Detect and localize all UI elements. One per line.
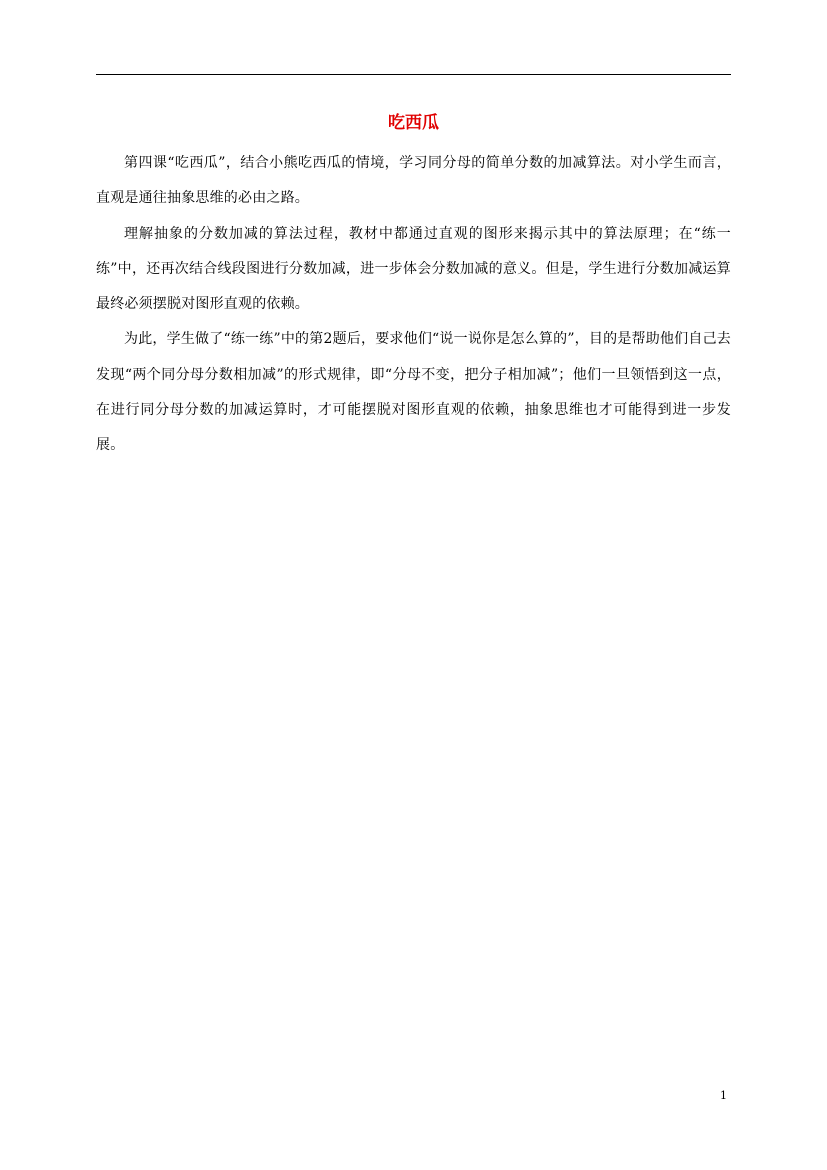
header-rule: [96, 74, 731, 75]
paragraph: 为此，学生做了“练一练”中的第2题后，要求他们“说一说你是怎么算的”，目的是帮助他们自己去发现“两个同分母分数相加减”的形式规律，即“分母不变，把分子相加减”；他们一旦领悟到这一点，在进行同分母分数的加减运算时，才可能摆脱对图形直观的依赖，抽象思维也才可能得到进一步发展。: [96, 331, 731, 454]
page-number: 1: [720, 1089, 727, 1102]
document-title: 吃西瓜: [388, 113, 439, 133]
document-body: [96, 146, 731, 464]
paragraph: 理解抽象的分数加减的算法过程，教材中都通过直观的图形来揭示其中的算法原理；在“练一练”中，还再次结合线段图进行分数加减，进一步体会分数加减的意义。但是，学生进行分数加减运算最终必须摆脱对图形直观的依赖。: [96, 225, 731, 313]
paragraph: 第四课“吃西瓜”，结合小熊吃西瓜的情境，学习同分母的简单分数的加减算法。对小学生而言，直观是通往抽象思维的必由之路。: [96, 155, 731, 207]
